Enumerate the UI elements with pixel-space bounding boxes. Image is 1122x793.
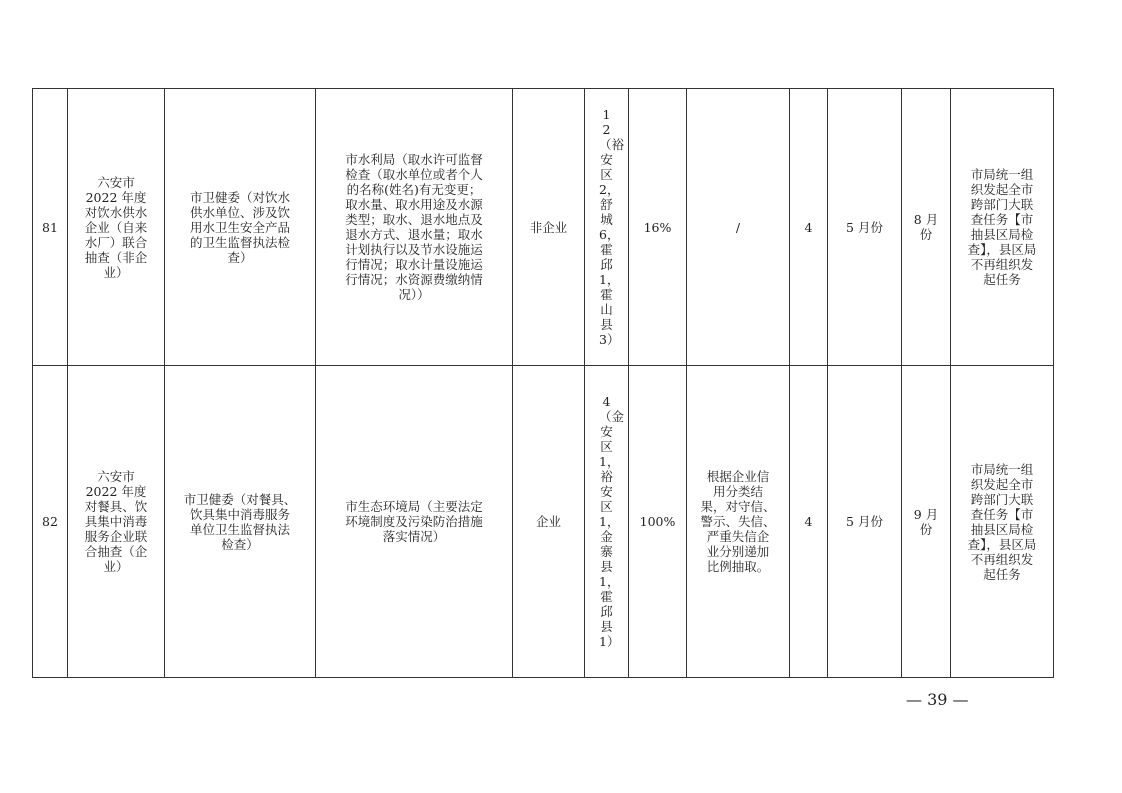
sample-count-cell <box>585 89 629 366</box>
start-month: 5 月份 <box>828 366 902 678</box>
table-row <box>33 89 1054 366</box>
inspection-count: 4 <box>790 89 828 366</box>
row-number: 81 <box>33 89 68 366</box>
task-name: 六安市 2022 年度 对餐具、饮 具集中消毒 服务企业联 合抽查（企 业） <box>68 366 165 678</box>
sample-ratio: 100% <box>629 366 687 678</box>
sample-count: 12（裕安区2，舒城6，霍邱1，霍山县3） <box>599 107 625 347</box>
inspection-count: 4 <box>790 366 828 678</box>
sample-ratio: 16% <box>629 89 687 366</box>
page-number: — 39 — <box>906 690 969 709</box>
department-2: 市水利局（取水许可监督 检查（取水单位或者个人 的名称(姓名)有无变更； 取水量、取水用途及水源 类型；取水、退水地点及 退水方式、退水量；取水 计划执行以及节水设施运 行情况；取水计量设施运 行情况；水资源费缴纳情 况）） <box>316 89 513 366</box>
table-row <box>33 366 1054 678</box>
department-1: 市卫健委（对餐具、 饮具集中消毒服务 单位卫生监督执法 检查） <box>165 366 316 678</box>
sampling-method: / <box>687 89 790 366</box>
start-month: 5 月份 <box>828 89 902 366</box>
row-number: 82 <box>33 366 68 678</box>
department-2: 市生态环境局（主要法定 环境制度及污染防治措施 落实情况） <box>316 366 513 678</box>
remarks: 市局统一组 织发起全市 跨部门大联 查任务【市 抽县区局检 查】，县区局 不再组织发 起任务 <box>951 366 1054 678</box>
end-month: 8 月 份 <box>902 89 951 366</box>
remarks: 市局统一组 织发起全市 跨部门大联 查任务【市 抽县区局检 查】，县区局 不再组织发 起任务 <box>951 89 1054 366</box>
inspection-table <box>32 88 1054 678</box>
task-name: 六安市 2022 年度 对饮水供水 企业（自来 水厂）联合 抽查（非企 业） <box>68 89 165 366</box>
department-1: 市卫健委（对饮水 供水单位、涉及饮 用水卫生安全产品 的卫生监督执法检 查） <box>165 89 316 366</box>
end-month: 9 月 份 <box>902 366 951 678</box>
sampling-method: 根据企业信 用分类结 果，对守信、 警示、失信、 严重失信企 业分别递加 比例抽取。 <box>687 366 790 678</box>
sample-count: 4（金安区1，裕安区1，金寨县1，霍邱县1） <box>599 394 625 649</box>
subject-type: 企业 <box>513 366 585 678</box>
sample-count-cell <box>585 366 629 678</box>
subject-type: 非企业 <box>513 89 585 366</box>
